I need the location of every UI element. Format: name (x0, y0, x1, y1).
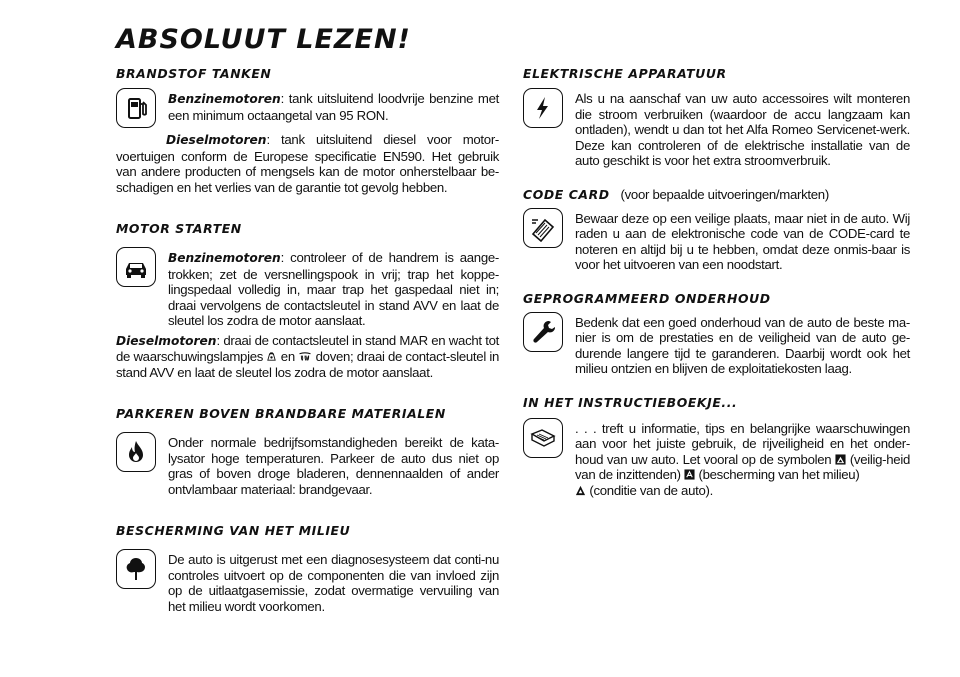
page-title: ABSOLUUT LEZEN! (116, 24, 411, 55)
right-column (523, 66, 910, 498)
section-electrical (523, 66, 910, 169)
flame-icon (116, 432, 156, 472)
tree-icon (116, 549, 156, 589)
section-parking (116, 406, 499, 497)
start-diesel-text-3: doven; draai de contact-sleutel in stand AVV en laat de sleutel los zodra de motor aanslaat. (116, 349, 499, 380)
lightning-icon (523, 88, 563, 128)
start-diesel-label: Dieselmotoren (116, 333, 217, 348)
heading-manual: IN HET INSTRUCTIEBOEKJE... (523, 394, 738, 410)
code-card-text: Bewaar deze op een veilige plaats, maar niet in de auto. Wij raden u aan de elektronische code van de CODE-card te noteren en altijd bij u te hebben, omdat deze onmis-baar is voor het uitvoeren van een noodstart. (575, 210, 910, 272)
warning-light-icon (266, 351, 277, 362)
heading-fuel: BRANDSTOF TANKEN (116, 66, 272, 81)
start-diesel-text-2: en (280, 349, 295, 364)
vehicle-condition-icon (575, 485, 586, 496)
section-code-card (523, 187, 910, 273)
fuel-pump-icon (116, 88, 156, 128)
start-petrol-text: : controleer of de handrem is aange-trokken; zet de versnellingspook in vrij; trap het koppe-lingspedaal volledig in, maar trap het gaspedaal niet in; draai vervolgens de contactsleutel in stand AVV en laat de sleutel los zodra de motor aanslaat. (168, 250, 499, 328)
fuel-petrol-text: : tank uitsluitend loodvrije benzine met een minimum octaangetal van 95 RON. (168, 91, 499, 123)
environment-text: De auto is uitgerust met een diagnosesysteem dat conti-nu controles uitvoert op de componenten die van invloed zijn op de uitlaatgasemissie, zodat overmatige vervuiling van het milieu wordt voorkomen. (168, 552, 499, 614)
passenger-safety-icon (835, 454, 846, 465)
heading-environment: BESCHERMING VAN HET MILIEU (116, 523, 351, 538)
section-start (116, 221, 499, 380)
section-fuel (116, 66, 499, 195)
heading-code-card: CODE CARD (523, 186, 610, 202)
glow-plug-icon (298, 351, 312, 362)
section-environment (116, 523, 499, 614)
manual-text-2: (veilig-heid van de inzittenden) (575, 451, 910, 482)
left-column (116, 66, 499, 614)
maintenance-text: Bedenk dat een goed onderhoud van de auto de beste ma-nier is om de prestaties en de veiligheid van de auto ge-durende langere tijd te garanderen. Daarbij wordt ook het milieu ontzien en blijven de exploitatiekosten laag. (575, 314, 910, 376)
heading-maintenance: GEPROGRAMMEERD ONDERHOUD (523, 290, 771, 306)
section-manual (523, 395, 910, 499)
heading-start: MOTOR STARTEN (116, 221, 242, 236)
book-icon (523, 418, 563, 458)
code-card-suffix: (voor bepaalde uitvoeringen/markten) (620, 186, 829, 202)
code-card-icon (523, 208, 563, 248)
environment-protection-icon (684, 469, 695, 480)
car-icon (116, 247, 156, 287)
fuel-diesel-label: Dieselmotoren (166, 133, 267, 147)
manual-text-3: (bescherming van het milieu) (698, 467, 860, 482)
heading-electrical: ELEKTRISCHE APPARATUUR (523, 66, 727, 81)
manual-text-4: (conditie van de auto). (589, 482, 713, 498)
wrench-icon (523, 312, 563, 352)
parking-text: Onder normale bedrijfsomstandigheden bereikt de kata-lysator hoge temperaturen. Parkeer de auto dus niet op gras of boven droge bladeren, dennennaalden of ander ontvlambaar materiaal: brandgevaar. (168, 435, 499, 497)
fuel-petrol-label: Benzinemotoren (168, 92, 281, 106)
start-diesel-text-1: : draai de contactsleutel in stand MAR en wacht tot de waarschuwingslampjes (116, 332, 499, 364)
heading-parking: PARKEREN BOVEN BRANDBARE MATERIALEN (116, 406, 446, 421)
section-maintenance (523, 291, 910, 377)
manual-text-1: . . . treft u informatie, tips en belangrijke waarschuwingen aan voor het juiste gebruik, de rijveiligheid en het onder-houd van uw auto. Let vooral op de symbolen (575, 420, 910, 467)
start-petrol-label: Benzinemotoren (168, 251, 281, 265)
fuel-diesel-text: : tank uitsluitend diesel voor motor-voertuigen conform de Europese specificatie EN590. Het gebruik van andere producten of mengsels kan de motor onherstelbaar be-schadigen en het verlies van de garantie tot gevolg hebben. (116, 132, 499, 195)
electrical-text: Als u na aanschaf van uw auto accessoires wilt monteren die stroom verbruiken (waardoor de accu langzaam kan ontladen), wendt u dan tot het Alfa Romeo Servicenet-werk. Deze kan controleren of de elektrische installatie van de auto geschikt is voor het extra stroomverbruik. (575, 91, 910, 168)
